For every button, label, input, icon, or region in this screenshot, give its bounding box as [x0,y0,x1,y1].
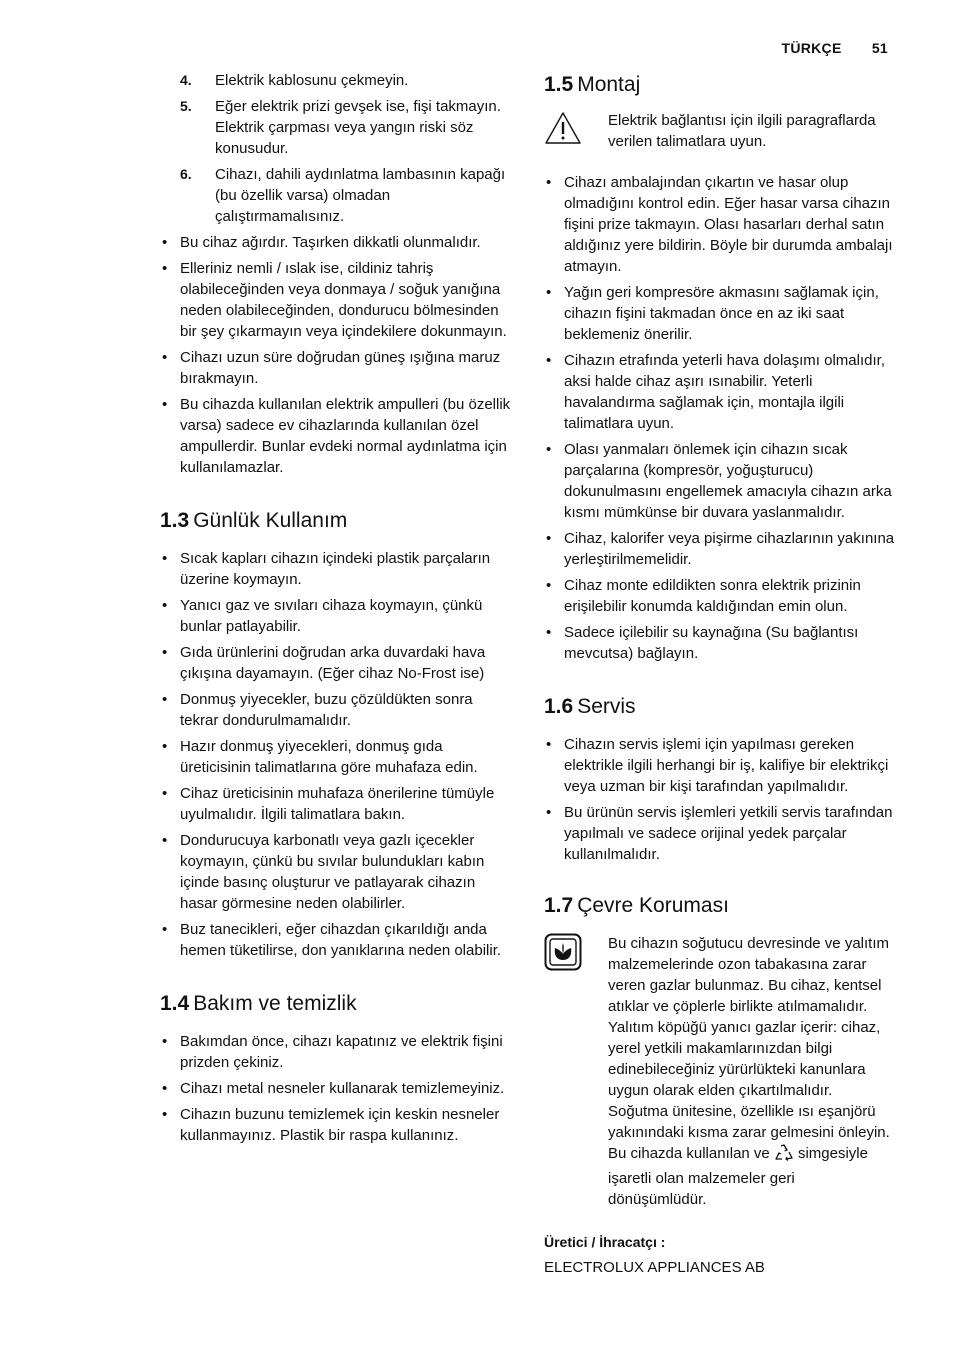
daily-use-list [160,548,512,961]
list-item: • Bu ürünün servis işlemleri yetkili servis tarafından yapılmalı ve sadece orijinal yedek parçalar kullanılmalıdır. [544,802,896,865]
numbered-list [160,70,512,227]
list-item: • Cihazı metal nesneler kullanarak temizlemeyiniz. [160,1078,512,1099]
maintenance-list [160,1031,512,1146]
right-column [544,70,896,1278]
list-item: • Cihaz, kalorifer veya pişirme cihazlarının yakınına yerleştirilmemelidir. [544,528,896,570]
section-heading-daily-use: 1.3 Günlük Kullanım [160,509,348,532]
list-item: • Cihaz üreticisinin muhafaza önerilerine tümüyle uyulmalıdır. İlgili talimatlara bakın. [160,783,512,825]
safety-bullet-list [160,232,512,478]
list-item: • Sıcak kapları cihazın içindeki plastik parçaların üzerine koymayın. [160,548,512,590]
warning-icon [544,110,584,150]
section-heading-service: 1.6 Servis [544,695,636,718]
list-item: • Bakımdan önce, cihazı kapatınız ve elektrik fişini prizden çekiniz. [160,1031,512,1073]
recycle-icon [774,1144,794,1168]
list-item: • Cihazı uzun süre doğrudan güneş ışığına maruz bırakmayın. [160,347,512,389]
list-item: • Bu cihaz ağırdır. Taşırken dikkatli olunmalıdır. [160,232,512,253]
list-item: • Cihazın buzunu temizlemek için keskin nesneler kullanmayınız. Plastik bir raspa kullanınız. [160,1104,512,1146]
environment-text: Bu cihazın soğutucu devresinde ve yalıtım malzemelerinde ozon tabakasına zarar veren gazlar bulunmaz. Bu cihaz, kentsel atıklar ve çöplerle birlikte atılmamalıdır. Yalıtım köpüğü yanıcı gazlar içerir: cihaz, yerel yetkili makamlarınızdan bilgi edinebileceğiniz yürürlükteki kanunlara uygun olarak elden çıkartılmalıdır. Soğutma ünitesine, özellikle ısı eşanjörü yakınındaki kısma zarar gelmesini önleyin. Bu cihazda kullanılan ve simgesiyle işaretli olan malzemeler geri dönüşümlüdür. [608,935,890,1208]
list-item: • Sadece içilebilir su kaynağına (Su bağlantısı mevcutsa) bağlayın. [544,622,896,664]
list-item: • Hazır donmuş yiyecekleri, donmuş gıda üreticisinin talimatlarına göre muhafaza edin. [160,736,512,778]
list-item: • Gıda ürünlerini doğrudan arka duvardaki hava çıkışına dayamayın. (Eğer cihaz No-Frost ise) [160,642,512,684]
installation-list [544,172,896,664]
list-item: • Cihazı ambalajından çıkartın ve hasar olup olmadığını kontrol edin. Eğer hasar varsa cihazın fişini prize takmayın. Olası hasarları derhal satın aldığınız yere bildirin. Böyle bir durumda ambalajı atmayın. [544,172,896,277]
list-item: • Cihazın etrafında yeterli hava dolaşımı olmalıdır, aksi halde cihaz aşırı ısınabilir. Yeterli havalandırma sağlamak için, montajla ilgili talimatlara uyun. [544,350,896,434]
list-item: • Olası yanmaları önlemek için cihazın sıcak parçalarına (kompresör, yoğuşturucu) dokunulmasını engellemek amacıyla cihazın arka kısmı mümkünse bir duvara yaslanmalıdır. [544,439,896,523]
environment-icon [544,933,584,975]
numbered-item: 4. Elektrik kablosunu çekmeyin. [180,72,409,89]
header-language: TÜRKÇE [781,40,842,56]
left-column [160,70,512,1151]
list-item: • Yanıcı gaz ve sıvıları cihaza koymayın, çünkü bunlar patlayabilir. [160,595,512,637]
list-item: • Cihaz monte edildikten sonra elektrik prizinin erişilebilir konumda kaldığından emin olun. [544,575,896,617]
section-heading-maintenance: 1.4 Bakım ve temizlik [160,992,357,1015]
section-heading-environment: 1.7 Çevre Koruması [544,894,729,917]
page-number: 51 [871,40,888,56]
list-item: • Buz tanecikleri, eğer cihazdan çıkarıldığı anda hemen tüketilirse, don yanıklarına neden olabilir. [160,919,512,961]
manufacturer-name: ELECTROLUX APPLIANCES AB [544,1259,765,1276]
page-header [755,40,888,56]
manufacturer-label: Üretici / İhracatçı : [544,1234,666,1250]
numbered-item: 5. Eğer elektrik prizi gevşek ise, fişi takmayın. Elektrik çarpması veya yangın riski söz konusudur. [180,98,501,157]
service-list [544,734,896,865]
list-item: • Donmuş yiyecekler, buzu çözüldükten sonra tekrar dondurulmamalıdır. [160,689,512,731]
warning-text: Elektrik bağlantısı için ilgili paragraflarda verilen talimatlara uyun. [608,112,876,150]
list-item: • Yağın geri kompresöre akmasını sağlamak için, cihazın fişini takmadan önce en az iki saat beklemeniz önerilir. [544,282,896,345]
warning-note [544,110,896,152]
list-item: • Elleriniz nemli / ıslak ise, cildiniz tahriş olabileceğinden veya donmaya / soğuk yanığına neden olabileceğinden, dondurucu bölmesinden bir şey çıkarmayın veya içindekilere dokunmayın. [160,258,512,342]
section-heading-installation: 1.5 Montaj [544,73,641,96]
list-item: • Cihazın servis işlemi için yapılması gereken elektrikle ilgili herhangi bir iş, kalifiye bir elektrikçi veya uzman bir kişi tarafından yapılmalıdır. [544,734,896,797]
list-item: • Dondurucuya karbonatlı veya gazlı içecekler koymayın, çünkü bu sıvılar bulundukları kabın içinde basınç oluşturur ve patlayarak cihazın hasar görmesine neden olabilirler. [160,830,512,914]
environment-note [544,933,896,1210]
numbered-item: 6. Cihazı, dahili aydınlatma lambasının kapağı (bu özellik varsa) olmadan çalıştırmamalısınız. [180,166,506,225]
list-item: • Bu cihazda kullanılan elektrik ampulleri (bu özellik varsa) sadece ev cihazlarında kullanılan özel ampullerdir. Bunlar evdeki normal aydınlatma için kullanılamazlar. [160,394,512,478]
